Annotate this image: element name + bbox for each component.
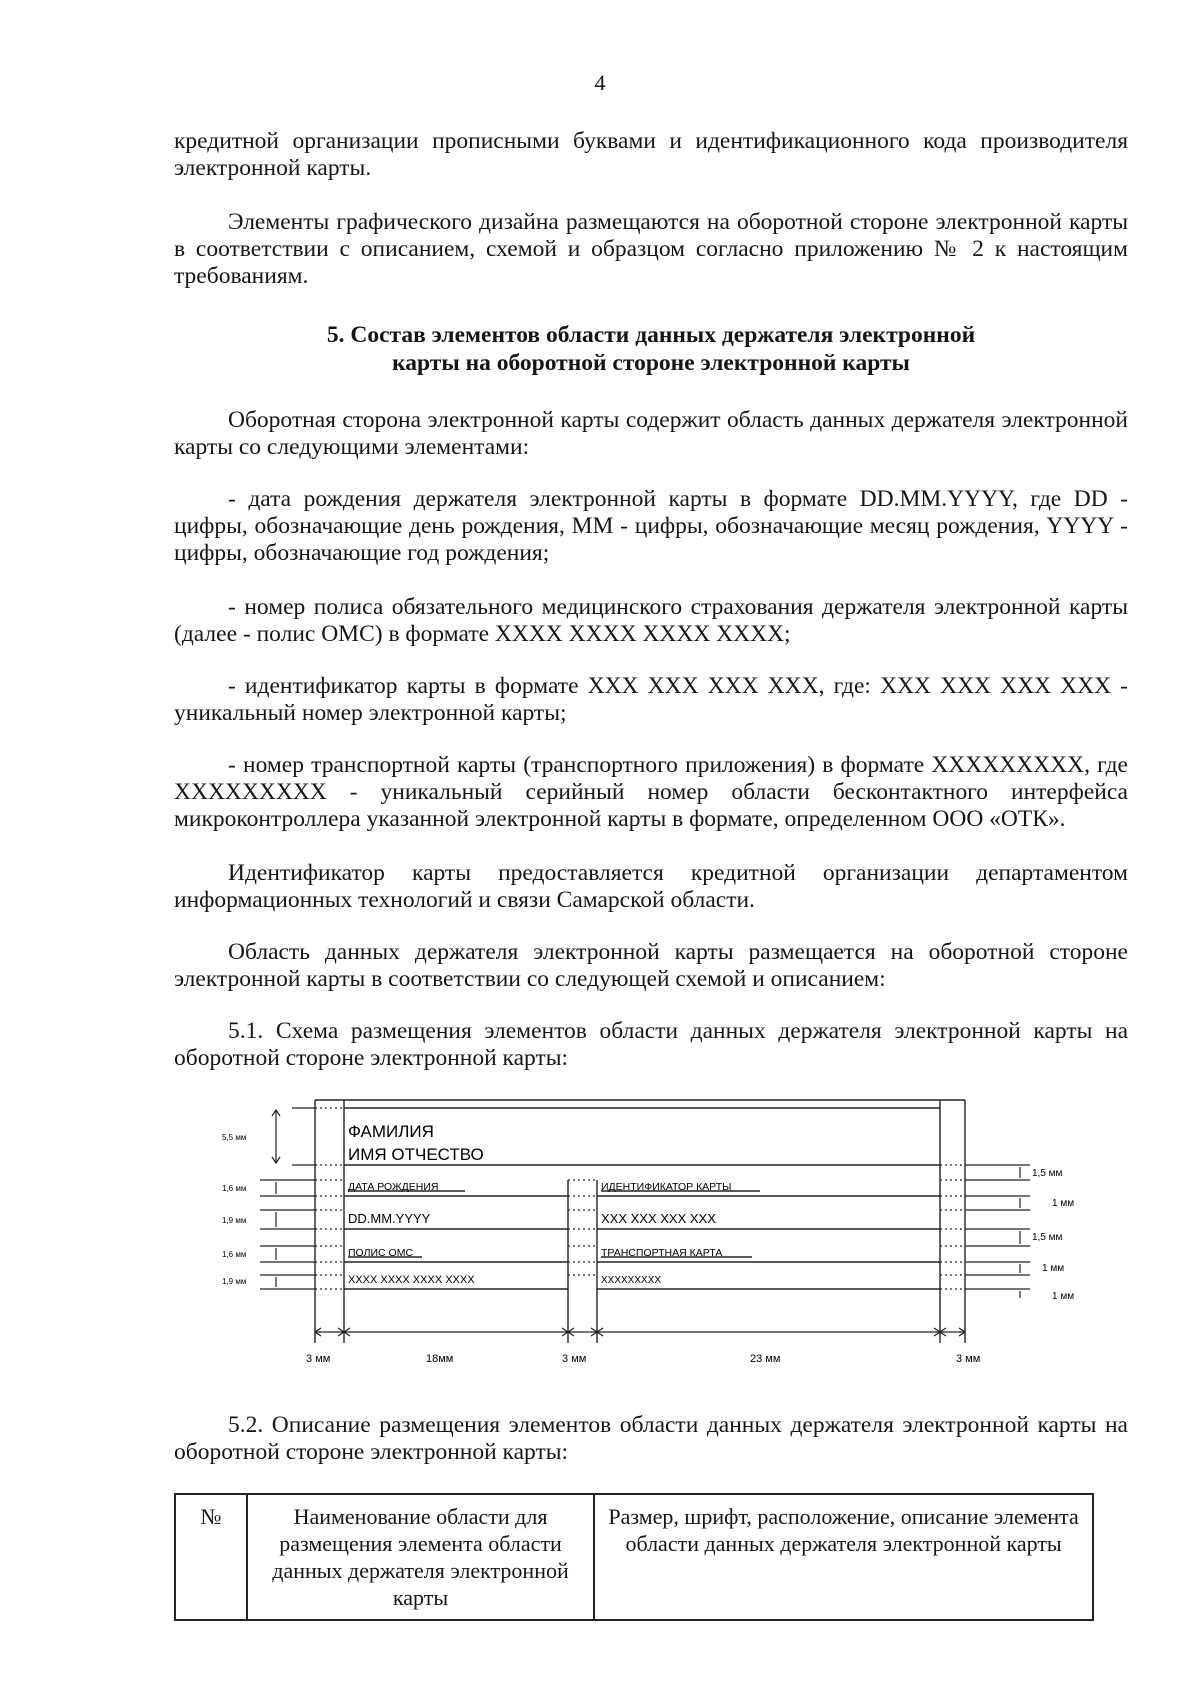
dim-right-1: 1,5 мм	[1032, 1168, 1063, 1179]
diagram-policy-label: ПОЛИС ОМС	[348, 1247, 414, 1259]
dim-left-birth-value: 1,9 мм	[222, 1216, 247, 1225]
diagram-birth-date-label: ДАТА РОЖДЕНИЯ	[348, 1181, 439, 1193]
layout-scheme-diagram	[210, 1090, 1110, 1390]
table-header-row	[175, 1494, 1093, 1620]
layout-scheme-svg	[210, 1090, 1110, 1390]
dim-bottom-margin-right: 3 мм	[956, 1353, 981, 1365]
dim-left-policy-label: 1,6 мм	[222, 1250, 247, 1259]
table-header-number: №	[175, 1494, 247, 1620]
list-item-birth-date: - дата рождения держателя электронной карты в формате DD.MM.YYYY, где DD - цифры, обозначающие день рождения, MM - цифры, обозначающие месяц рождения, YYYY - цифры, обозначающие год рождения;	[174, 486, 1128, 566]
dim-right-4: 1 мм	[1042, 1263, 1065, 1274]
dim-bottom-margin-left: 3 мм	[306, 1353, 331, 1365]
list-item-transport: - номер транспортной карты (транспортного приложения) в формате XXXXXXXXX, где XXXXXXXXX - уникальный серийный номер области бесконтактного интерфейса микроконтроллера указанной электронной карты в формате, определенном ООО «ОТК».	[174, 752, 1128, 832]
diagram-card-id-label: ИДЕНТИФИКАТОР КАРТЫ	[601, 1181, 732, 1193]
diagram-card-id-value: XXX XXX XXX XXX	[601, 1211, 716, 1226]
section-5-heading	[174, 321, 1128, 377]
diagram-surname: ФАМИЛИЯ	[348, 1122, 434, 1141]
paragraph-back-side: Оборотная сторона электронной карты содержит область данных держателя электронной карты со следующими элементами:	[174, 407, 1128, 460]
dim-right-5: 1 мм	[1052, 1291, 1075, 1302]
page-number: 4	[594, 70, 606, 95]
dim-bottom-left-column: 18мм	[426, 1353, 454, 1365]
dim-left-surname: 5,5 мм	[222, 1133, 247, 1142]
paragraph-5-1: 5.1. Схема размещения элементов области данных держателя электронной карты на оборотной стороне электронной карты:	[174, 1018, 1128, 1071]
dim-bottom-right-column: 23 мм	[750, 1353, 781, 1365]
paragraph-identifier: Идентификатор карты предоставляется кредитной организации департаментом информационных технологий и связи Самарской области.	[174, 860, 1128, 913]
list-item-policy: - номер полиса обязательного медицинского страхования держателя электронной карты (далее - полис ОМС) в формате XXXX XXXX XXXX XXXX;	[174, 594, 1128, 647]
dim-left-birth-label: 1,6 мм	[222, 1184, 247, 1193]
paragraph-graphic-design: Элементы графического дизайна размещаются на оборотной стороне электронной карты в соответствии с описанием, схемой и образцом согласно приложению № 2 к настоящим требованиям.	[174, 209, 1128, 289]
dim-right-3: 1,5 мм	[1032, 1232, 1063, 1243]
diagram-transport-label: ТРАНСПОРТНАЯ КАРТА	[601, 1247, 723, 1259]
paragraph-5-2: 5.2. Описание размещения элементов области данных держателя электронной карты на оборотной стороне электронной карты:	[174, 1412, 1128, 1465]
paragraph-continuation: кредитной организации прописными буквами и идентификационного кода производителя электронной карты.	[174, 128, 1128, 181]
dim-left-policy-value: 1,9 мм	[222, 1277, 247, 1286]
section-5-heading-line1: 5. Состав элементов области данных держателя электронной	[326, 322, 976, 348]
dim-bottom-gap: 3 мм	[562, 1353, 587, 1365]
section-5-heading-line2: карты на оборотной стороне электронной карты	[392, 350, 910, 376]
paragraph-placement: Область данных держателя электронной карты размещается на оборотной стороне электронной карты в соответствии со следующей схемой и описанием:	[174, 939, 1128, 992]
diagram-transport-value: XXXXXXXXX	[601, 1275, 662, 1286]
description-table	[174, 1493, 1094, 1621]
table-header-description: Размер, шрифт, расположение, описание элемента области данных держателя электронной карты	[594, 1494, 1093, 1620]
list-item-card-id: - идентификатор карты в формате XXX XXX XXX XXX, где: XXX XXX XXX XXX - уникальный номер электронной карты;	[174, 673, 1128, 726]
dim-right-2: 1 мм	[1052, 1198, 1075, 1209]
diagram-birth-date-value: DD.MM.YYYY	[348, 1211, 431, 1226]
diagram-name-patronymic: ИМЯ ОТЧЕСТВО	[348, 1145, 484, 1164]
diagram-policy-value: XXXX XXXX XXXX XXXX	[348, 1274, 475, 1286]
table-header-area-name: Наименование области для размещения элемента области данных держателя электронной карты	[247, 1494, 594, 1620]
